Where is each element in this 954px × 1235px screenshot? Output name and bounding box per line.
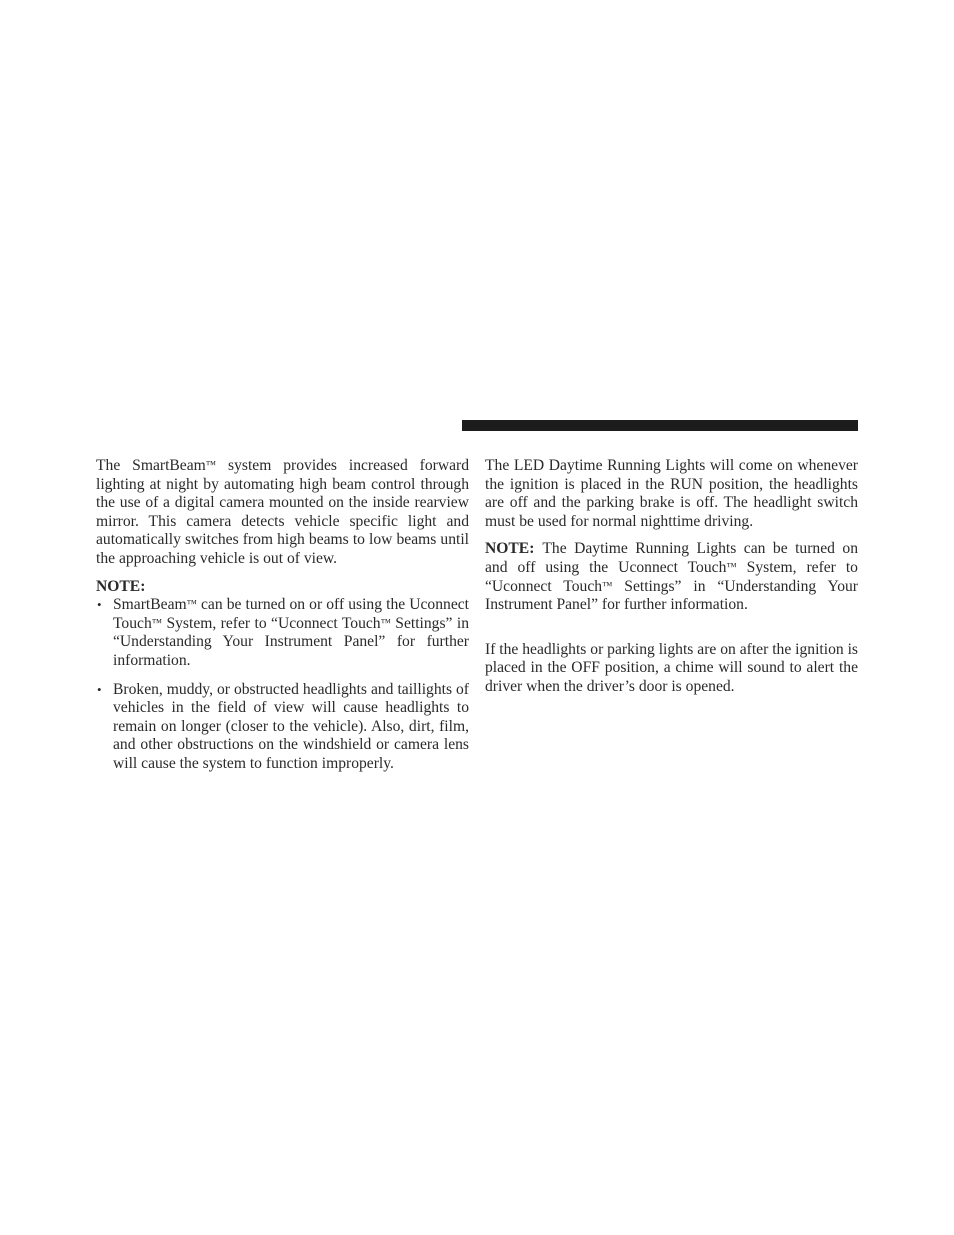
note-label: NOTE: (485, 540, 535, 558)
left-column (96, 457, 469, 774)
section-header-bar (462, 420, 858, 431)
trademark-symbol: ™ (151, 617, 163, 629)
lights-on-chime-paragraph: If the headlights or parking lights are on after the ignition is placed in the OFF position, a chime will sound to alert the driver when the driver’s door is opened. (485, 640, 858, 695)
list-item: • SmartBeam™ can be turned on or off using the Uconnect Touch™ System, refer to “Uconnect Touch™ Settings” in “Understanding Your Instrument Panel” for further information. (97, 596, 469, 669)
trademark-symbol: ™ (380, 617, 391, 629)
right-column (485, 457, 858, 697)
trademark-symbol: ™ (602, 580, 613, 592)
note-heading: NOTE: (96, 577, 146, 595)
drl-note-paragraph: NOTE: The Daytime Running Lights can be turned on and off using the Uconnect Touch™ System, refer to “Uconnect Touch™ Settings” in “Understanding Your Instrument Panel” for further information. (485, 540, 858, 614)
note-bullet-list (96, 596, 469, 773)
smartbeam-intro-paragraph: The SmartBeam™ system provides increased forward lighting at night by automating high beam control through the use of a digital camera mounted on the inside rearview mirror. This camera detects vehicle specific light and automatically switches from high beams to low beams until the approaching vehicle is out of view. (96, 457, 470, 567)
bullet-icon: • (97, 681, 102, 697)
daytime-running-lights-paragraph: The LED Daytime Running Lights will come on whenever the ignition is placed in the RUN position, the headlights are off and the parking brake is off. The headlight switch must be used for normal nighttime driving. (485, 457, 858, 530)
list-item: • Broken, muddy, or obstructed headlights and taillights of vehicles in the field of view will cause headlights to remain on longer (closer to the vehicle). Also, dirt, film, and other obstructions on the windshield or camera lens will cause the system to function improperly. (97, 680, 469, 772)
trademark-symbol: ™ (726, 561, 737, 573)
bullet-icon: • (97, 597, 102, 613)
trademark-symbol: ™ (205, 460, 217, 471)
trademark-symbol: ™ (186, 599, 197, 611)
